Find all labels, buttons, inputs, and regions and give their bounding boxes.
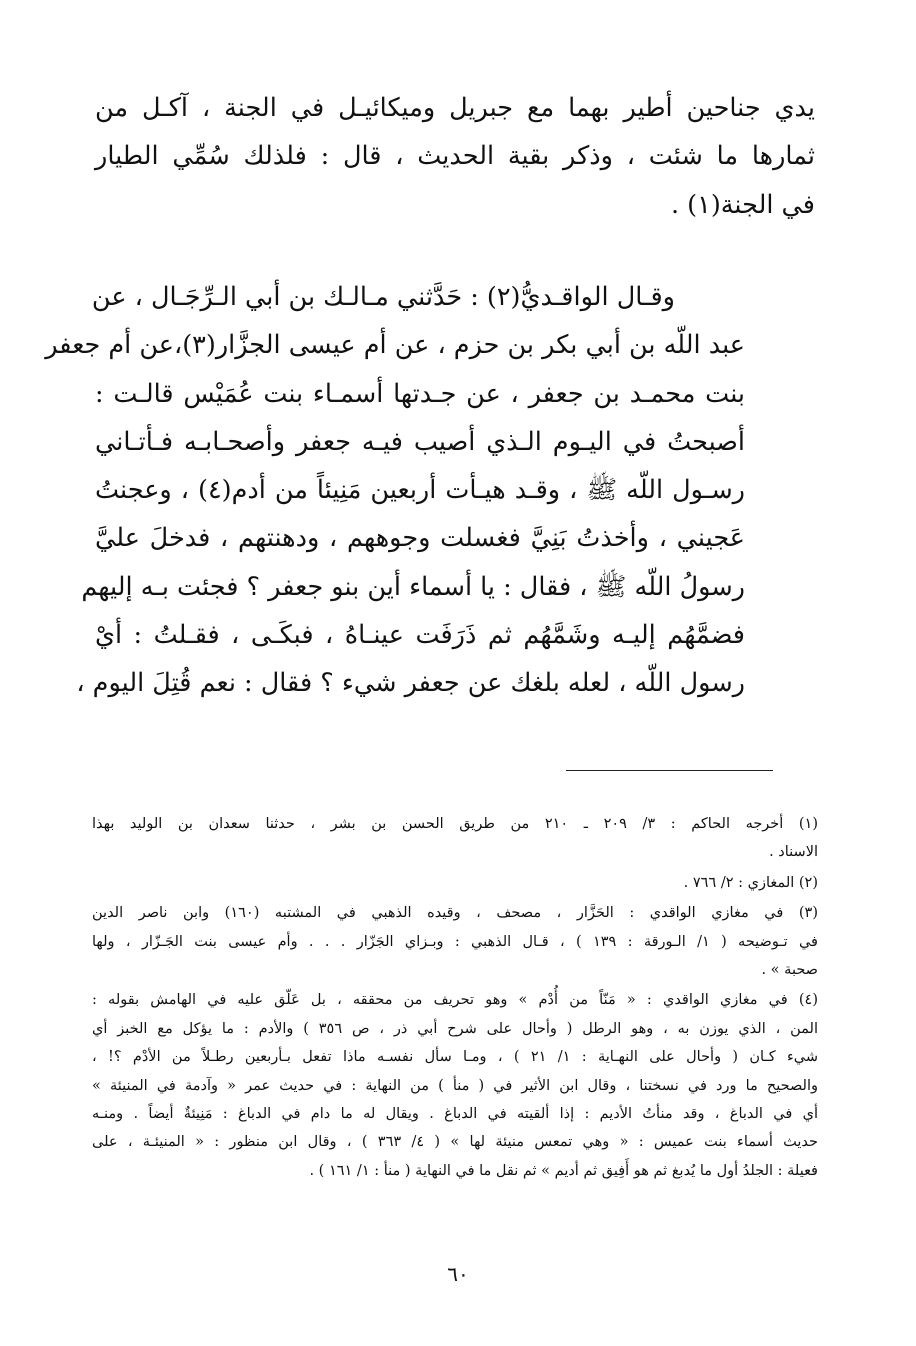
text-line: رسول اللّه ، لعله بلغك عن جعفر شيء ؟ فقال : نعم قُتِلَ اليوم ، — [76, 668, 745, 699]
text-line: عَجيني ، وأخذتُ بَنِيَّ فغسلت وجوههم ، ودهنتهم ، فدخلَ عليَّ — [95, 523, 745, 554]
footnote-line: شيء كـان ( وأحال على النهـاية : ١/ ٢١ ) ، ومـا سأل نفسـه ماذا تفعل بـأربعين رطـلاً من الأدْم ؟! ، — [92, 1049, 818, 1066]
text-line: بنت محمـد بن جعفر ، عن جـدتها أسمـاء بنت عُمَيْس قالـت : — [95, 378, 745, 409]
footnote-line: (٢) المغازي : ٢/ ٧٦٦ . — [683, 874, 818, 891]
footnotes — [92, 810, 818, 1185]
text-line: وقـال الواقـديُّ(٢) : حَدَّثني مـالـك بن أبي الـرِّجَـال ، عن — [91, 282, 675, 312]
text-line: عبد اللّه بن أبي بكر بن حزم ، عن أم عيسى الجزَّار(٣)،عن أم جعفر — [45, 330, 745, 361]
footnote-line: أي في الدباغ ، وقد منأتُ الأديم : إذا ألقيته في الدباغ . ويقال له ما دام في الدباغ : مَنِيئةٌ أيضاً . ومنـه — [92, 1106, 818, 1123]
footnote-line: الاسناد . — [769, 844, 818, 861]
main-paragraph-1 — [95, 84, 815, 229]
footnote-line: والصحيح ما ورد في نسختنا ، وقال ابن الأثير في ( منأ ) من النهاية : في حديث عمر « وآدمة في المنيئة » — [92, 1077, 818, 1094]
footnote-line: حديث أسماء بنت عميس : « وهي تمعس منيئة لها » ( ٤/ ٣٦٣ ) ، وقال ابن منظور : « المنيئـة ، على — [92, 1134, 818, 1151]
footnote-line: فعيلة : الجلدُ أول ما يُدبغ ثم هو أَفِيق ثم أديم » ثم نقل ما في النهاية ( منأ : ١/ ١٦١ ) . — [309, 1162, 818, 1179]
footnote-2 — [92, 869, 818, 897]
footnote-line: المن ، الذي يوزن به ، وهو الرطل ( وأحال على شرح أبي ذر ، ص ٣٥٦ ) والأدم : ما يؤكل مع الخبز أي — [92, 1020, 818, 1037]
footnote-line: صحبة » . — [761, 962, 818, 979]
text-line: أصبحتُ في اليـوم الـذي أصيب فيـه جعفر وأصحـابـه فـأتـاني — [95, 426, 745, 457]
footnote-4 — [92, 986, 818, 1185]
text-line: ثمارها ما شئت ، وذكر بقية الحديث ، قال : فلذلك سُمِّي الطيار — [95, 141, 815, 172]
text-line: في الجنة(١) . — [670, 189, 815, 220]
text-line: رسـول اللّه ﷺ ، وقـد هيـأت أربعين مَنِيئاً من أدم(٤) ، وعجنتُ — [95, 475, 746, 506]
text-line: فضمَّهُم إليـه وشَمَّهُم ثم ذَرَفَت عينـاهُ ، فبكَـى ، فقـلتُ : أيْ — [95, 620, 745, 651]
text-line: رسولُ اللّه ﷺ ، فقال : يا أسماء أين بنو جعفر ؟ فجئت بـه إليهم — [81, 571, 745, 602]
main-paragraph-2 — [45, 273, 815, 708]
footnote-line: (٤) في مغازي الواقدي : « مَنّاً من أُدْم » وهو تحريف من محققه ، بل عَلّق عليه في الهامش بقوله : — [92, 992, 818, 1009]
footnote-divider — [566, 770, 773, 771]
footnote-3 — [92, 899, 818, 984]
footnote-line: (١) أخرجه الحاكم : ٣/ ٢٠٩ ـ ٢١٠ من طريق الحسن بن بشر ، حدثنا سعدان بن الوليد بهذا — [92, 816, 818, 832]
footnote-1 — [92, 810, 818, 867]
page-number: ٦٠ — [447, 1262, 469, 1286]
footnote-line: في تـوضيحه ( ١/ الـورقة : ١٣٩ ) ، قـال الذهبي : وبـزاي الجَزّار . . . وأم عيسى بنت الجَـزّار ، ولها — [92, 933, 818, 950]
footnote-line: (٣) في مغازي الواقدي : الحَزَّار ، مصحف ، وقيده الذهبي في المشتبه (١٦٠) وابن ناصر الدين — [92, 905, 818, 922]
text-line: يدي جناحين أطير بهما مع جبريل وميكائيـل في الجنة ، آكـل من — [95, 93, 815, 123]
